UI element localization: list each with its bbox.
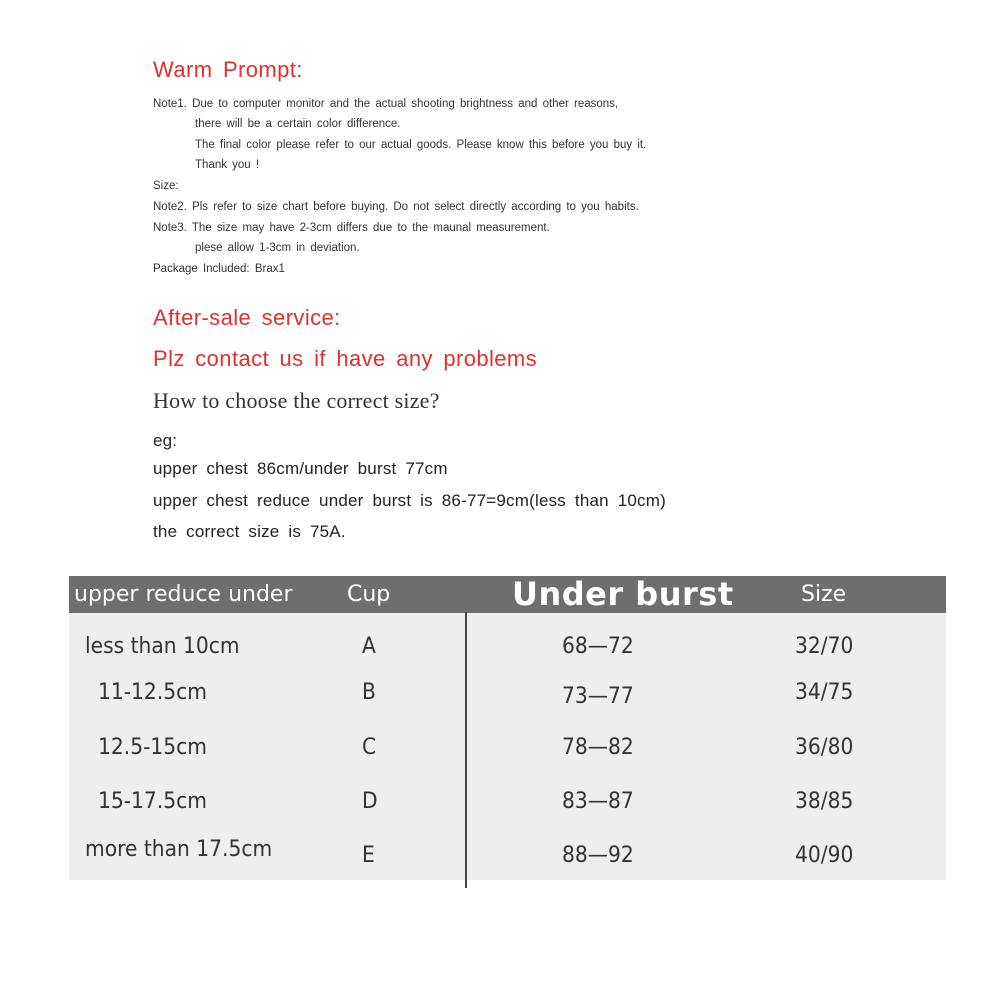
size-label: Size: — [153, 180, 179, 192]
note2-line: Note2. Pls refer to size chart before buying. Do not select directly according to you habits. — [153, 201, 639, 213]
table-cell-range: less than 10cm — [85, 634, 240, 659]
table-cell-cup: B — [362, 680, 376, 705]
table-cell-size: 32/70 — [795, 634, 854, 659]
after-sale-title: After-sale service: — [153, 305, 341, 330]
header-under-burst: Under burst — [512, 575, 734, 613]
table-divider — [465, 612, 467, 888]
table-cell-range: 12.5-15cm — [98, 735, 207, 760]
table-cell-cup: E — [362, 843, 375, 868]
after-sale-message: Plz contact us if have any problems — [153, 346, 538, 371]
table-cell-under-burst: 88—92 — [562, 843, 634, 868]
example-line: upper chest reduce under burst is 86-77=9cm(less than 10cm) — [153, 491, 666, 510]
note1-line: Note1. Due to computer monitor and the actual shooting brightness and other reasons, — [153, 98, 619, 110]
note1-continuation: The final color please refer to our actual goods. Please know this before you buy it. — [195, 139, 647, 151]
table-cell-range: 11-12.5cm — [98, 680, 207, 705]
table-cell-range: 15-17.5cm — [98, 789, 207, 814]
note3-line: Note3. The size may have 2-3cm differs due to the maunal measurement. — [153, 222, 550, 234]
table-cell-range: more than 17.5cm — [85, 837, 273, 862]
example-label: eg: — [153, 431, 178, 450]
header-size: Size — [801, 582, 847, 607]
table-cell-cup: A — [362, 634, 376, 659]
table-cell-under-burst: 78—82 — [562, 735, 634, 760]
table-cell-size: 34/75 — [795, 680, 854, 705]
package-included: Package Included: Brax1 — [153, 263, 285, 275]
warm-prompt-title: Warm Prompt: — [153, 57, 303, 82]
table-cell-size: 40/90 — [795, 843, 854, 868]
note1-thanks: Thank you ! — [195, 159, 260, 171]
table-cell-under-burst: 73—77 — [562, 684, 634, 709]
example-line: upper chest 86cm/under burst 77cm — [153, 459, 448, 478]
note3-continuation: plese allow 1-3cm in deviation. — [195, 242, 360, 254]
header-upper-reduce-under: upper reduce under — [74, 582, 293, 607]
table-cell-cup: C — [362, 735, 377, 760]
table-cell-size: 36/80 — [795, 735, 854, 760]
note1-continuation: there will be a certain color difference. — [195, 118, 401, 130]
example-result: the correct size is 75A. — [153, 522, 346, 541]
table-cell-cup: D — [362, 789, 378, 814]
table-cell-size: 38/85 — [795, 789, 854, 814]
table-cell-under-burst: 68—72 — [562, 634, 634, 659]
header-cup: Cup — [347, 582, 391, 607]
table-cell-under-burst: 83—87 — [562, 789, 634, 814]
how-to-heading: How to choose the correct size? — [153, 388, 440, 413]
